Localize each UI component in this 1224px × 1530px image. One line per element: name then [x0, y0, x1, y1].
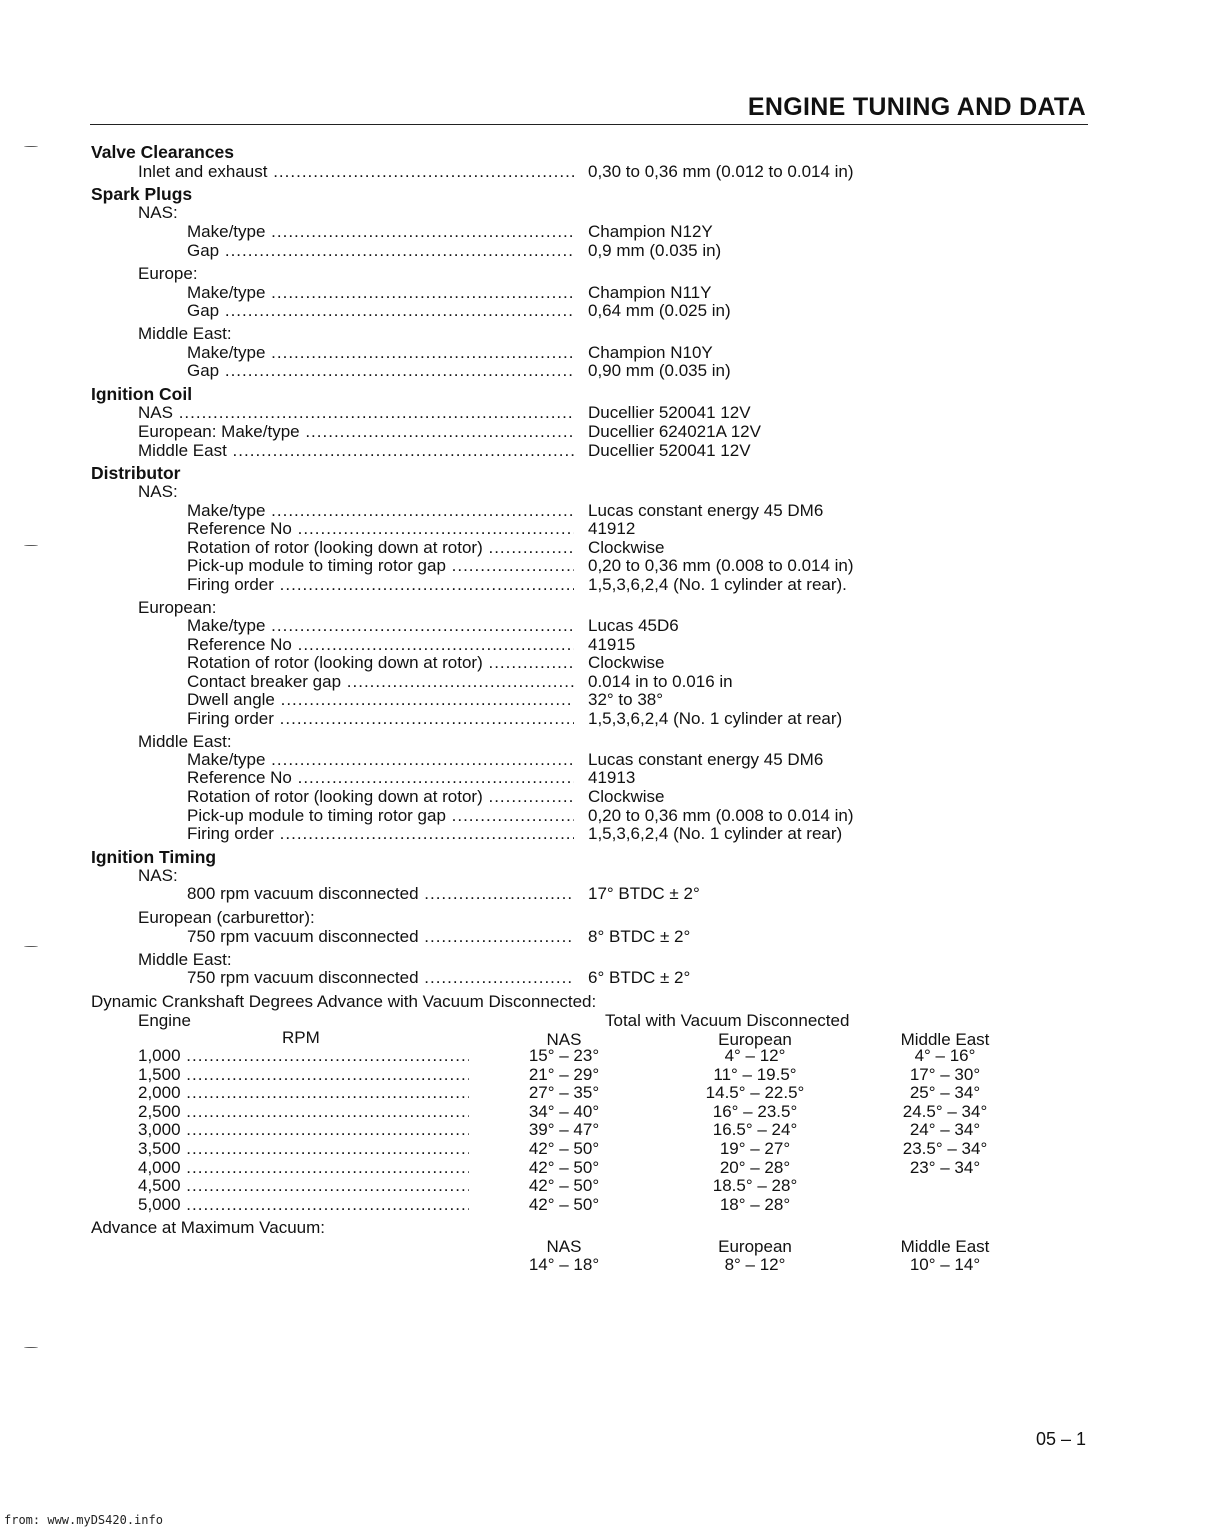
- european-cell: 4° – 12°: [724, 1046, 786, 1065]
- spec-label: Make/type .....: [187, 501, 574, 520]
- source-footer: from: www.myDS420.info: [4, 1513, 163, 1527]
- max-vacuum-value-nas: 14° – 18°: [528, 1255, 600, 1274]
- rpm-cell: 3,500 .....: [138, 1139, 469, 1158]
- spec-label: Middle East .....: [138, 441, 574, 460]
- spec-value: Clockwise: [588, 538, 665, 557]
- spec-value: Clockwise: [588, 787, 665, 806]
- spec-label: Contact breaker gap .....: [187, 672, 574, 691]
- spec-label: 750 rpm vacuum disconnected .....: [187, 968, 574, 987]
- advance-table-title: Dynamic Crankshaft Degrees Advance with Vacuum Disconnected:: [91, 992, 597, 1011]
- nas-cell: 42° – 50°: [528, 1158, 600, 1177]
- spec-value: 32° to 38°: [588, 690, 664, 709]
- spec-value: Clockwise: [588, 653, 665, 672]
- spec-value: Champion N10Y: [588, 343, 713, 362]
- spec-value: 0,20 to 0,36 mm (0.008 to 0.014 in): [588, 556, 854, 575]
- me-cell: 24.5° – 34°: [902, 1102, 988, 1121]
- spec-row-timing-nas: [0, 884, 1224, 903]
- subheading-european: European:: [138, 598, 217, 617]
- spec-label: Make/type .....: [187, 343, 574, 362]
- spec-value: 0.014 in to 0.016 in: [588, 672, 733, 691]
- me-cell: 17° – 30°: [909, 1065, 981, 1084]
- column-header-nas: NAS: [546, 1030, 582, 1049]
- advance-total-label: Total with Vacuum Disconnected: [605, 1011, 850, 1030]
- max-vacuum-header-middle-east: Middle East: [900, 1237, 990, 1256]
- spec-row-dwell-angle: [0, 690, 1224, 709]
- nas-cell: 21° – 29°: [528, 1065, 600, 1084]
- spec-row-make-type: [0, 343, 1224, 362]
- spec-row-reference: [0, 519, 1224, 538]
- margin-mark: [24, 1347, 38, 1348]
- nas-cell: 42° – 50°: [528, 1176, 600, 1195]
- spec-label: 800 rpm vacuum disconnected .....: [187, 884, 574, 903]
- spec-value: 0,20 to 0,36 mm (0.008 to 0.014 in): [588, 806, 854, 825]
- european-cell: 16.5° – 24°: [712, 1120, 798, 1139]
- spec-value: Ducellier 624021A 12V: [588, 422, 761, 441]
- column-header-european: European: [718, 1030, 792, 1049]
- spec-row-gap: [0, 301, 1224, 320]
- spec-value: 1,5,3,6,2,4 (No. 1 cylinder at rear).: [588, 575, 847, 594]
- advance-engine-label: Engine: [138, 1011, 191, 1030]
- max-vacuum-header-european: European: [718, 1237, 792, 1256]
- spec-label: Firing order .....: [187, 709, 574, 728]
- spec-value: Lucas constant energy 45 DM6: [588, 501, 824, 520]
- subheading-nas: NAS:: [138, 866, 178, 885]
- page-title: ENGINE TUNING AND DATA: [747, 93, 1086, 121]
- spec-label: Pick-up module to timing rotor gap .....: [187, 806, 574, 825]
- spec-label: Firing order .....: [187, 824, 574, 843]
- spec-row-reference: [0, 635, 1224, 654]
- spec-label: NAS .....: [138, 403, 574, 422]
- spec-value: 0,9 mm (0.035 in): [588, 241, 722, 260]
- subheading-nas: NAS:: [138, 482, 178, 501]
- spec-label: Dwell angle .....: [187, 690, 574, 709]
- european-cell: 18° – 28°: [719, 1195, 791, 1214]
- advance-rpm-label: RPM: [282, 1028, 320, 1047]
- subheading-nas: NAS:: [138, 203, 178, 222]
- spec-value: 1,5,3,6,2,4 (No. 1 cylinder at rear): [588, 709, 843, 728]
- spec-row-timing-middle-east: [0, 968, 1224, 987]
- spec-row-timing-european: [0, 927, 1224, 946]
- spec-label: Inlet and exhaust .....: [138, 162, 574, 181]
- spec-row-firing-order: [0, 709, 1224, 728]
- me-cell: 24° – 34°: [909, 1120, 981, 1139]
- section-heading-ignition-coil: Ignition Coil: [91, 384, 193, 404]
- spec-label: Gap .....: [187, 241, 574, 260]
- column-header-middle-east: Middle East: [900, 1030, 990, 1049]
- spec-label: Reference No .....: [187, 768, 574, 787]
- spec-row-make-type: [0, 616, 1224, 635]
- subheading-middle-east: Middle East:: [138, 950, 232, 969]
- rpm-cell: 2,000 .....: [138, 1083, 469, 1102]
- european-cell: 20° – 28°: [719, 1158, 791, 1177]
- european-cell: 11° – 19.5°: [713, 1065, 797, 1084]
- european-cell: 16° – 23.5°: [712, 1102, 798, 1121]
- margin-mark: [24, 946, 38, 947]
- max-vacuum-header-nas: NAS: [546, 1237, 582, 1256]
- section-heading-ignition-timing: Ignition Timing: [91, 847, 217, 867]
- spec-value: 1,5,3,6,2,4 (No. 1 cylinder at rear): [588, 824, 843, 843]
- section-heading-distributor: Distributor: [91, 463, 181, 483]
- spec-label: Make/type .....: [187, 750, 574, 769]
- max-vacuum-value-european: 8° – 12°: [724, 1255, 786, 1274]
- nas-cell: 39° – 47°: [528, 1120, 600, 1139]
- spec-row-rotation: [0, 538, 1224, 557]
- rpm-cell: 4,500 .....: [138, 1176, 469, 1195]
- european-cell: 18.5° – 28°: [712, 1176, 798, 1195]
- me-cell: 23° – 34°: [909, 1158, 981, 1177]
- me-cell: 23.5° – 34°: [902, 1139, 988, 1158]
- nas-cell: 42° – 50°: [528, 1139, 600, 1158]
- spec-row-pickup: [0, 556, 1224, 575]
- spec-label: Reference No .....: [187, 635, 574, 654]
- subheading-european: European (carburettor):: [138, 908, 315, 927]
- spec-value: 8° BTDC ± 2°: [588, 927, 691, 946]
- spec-value: 41913: [588, 768, 636, 787]
- nas-cell: 34° – 40°: [528, 1102, 600, 1121]
- spec-row-contact-breaker: [0, 672, 1224, 691]
- spec-value: 0,30 to 0,36 mm (0.012 to 0.014 in): [588, 162, 854, 181]
- spec-label: Make/type .....: [187, 616, 574, 635]
- spec-label: Make/type .....: [187, 283, 574, 302]
- spec-row-reference: [0, 768, 1224, 787]
- header-rule: [90, 124, 1088, 125]
- spec-row-rotation: [0, 653, 1224, 672]
- spec-value: Champion N12Y: [588, 222, 713, 241]
- european-cell: 19° – 27°: [719, 1139, 791, 1158]
- spec-row-make-type: [0, 750, 1224, 769]
- spec-value: 0,90 mm (0.035 in): [588, 361, 731, 380]
- spec-label: Rotation of rotor (looking down at rotor) .....: [187, 538, 574, 557]
- nas-cell: 42° – 50°: [528, 1195, 600, 1214]
- spec-row-firing-order: [0, 824, 1224, 843]
- nas-cell: 15° – 23°: [528, 1046, 600, 1065]
- spec-row-make-type: [0, 501, 1224, 520]
- rpm-cell: 1,500 .....: [138, 1065, 469, 1084]
- me-cell: 4° – 16°: [914, 1046, 976, 1065]
- max-vacuum-value-middle-east: 10° – 14°: [909, 1255, 981, 1274]
- spec-label: Rotation of rotor (looking down at rotor) .....: [187, 787, 574, 806]
- spec-row-nas: [0, 403, 1224, 422]
- spec-row-make-type: [0, 283, 1224, 302]
- max-vacuum-title: Advance at Maximum Vacuum:: [91, 1218, 325, 1237]
- spec-row-firing-order: [0, 575, 1224, 594]
- spec-label: Rotation of rotor (looking down at rotor) .....: [187, 653, 574, 672]
- spec-row-european: [0, 422, 1224, 441]
- spec-value: Lucas constant energy 45 DM6: [588, 750, 824, 769]
- rpm-cell: 1,000 .....: [138, 1046, 469, 1065]
- subheading-middle-east: Middle East:: [138, 732, 232, 751]
- spec-label: 750 rpm vacuum disconnected .....: [187, 927, 574, 946]
- spec-value: 41915: [588, 635, 636, 654]
- nas-cell: 27° – 35°: [528, 1083, 600, 1102]
- spec-row-inlet-exhaust: [0, 162, 1224, 181]
- rpm-cell: 4,000 .....: [138, 1158, 469, 1177]
- spec-label: Reference No .....: [187, 519, 574, 538]
- spec-row-gap: [0, 241, 1224, 260]
- spec-row-rotation: [0, 787, 1224, 806]
- me-cell: 25° – 34°: [909, 1083, 981, 1102]
- spec-value: Lucas 45D6: [588, 616, 679, 635]
- spec-row-middle-east: [0, 441, 1224, 460]
- spec-label: Pick-up module to timing rotor gap .....: [187, 556, 574, 575]
- spec-value: Ducellier 520041 12V: [588, 441, 751, 460]
- spec-row-pickup: [0, 806, 1224, 825]
- spec-label: Make/type .....: [187, 222, 574, 241]
- spec-value: 17° BTDC ± 2°: [588, 884, 700, 903]
- subheading-europe: Europe:: [138, 264, 198, 283]
- rpm-cell: 5,000 .....: [138, 1195, 469, 1214]
- section-heading-spark-plugs: Spark Plugs: [91, 184, 193, 204]
- spec-row-gap: [0, 361, 1224, 380]
- spec-value: Champion N11Y: [588, 283, 712, 302]
- spec-label: European: Make/type .....: [138, 422, 574, 441]
- subheading-middle-east: Middle East:: [138, 324, 232, 343]
- european-cell: 14.5° – 22.5°: [705, 1083, 805, 1102]
- rpm-cell: 3,000 .....: [138, 1120, 469, 1139]
- spec-label: Firing order .....: [187, 575, 574, 594]
- spec-value: Ducellier 520041 12V: [588, 403, 751, 422]
- spec-label: Gap .....: [187, 361, 574, 380]
- spec-label: Gap .....: [187, 301, 574, 320]
- margin-mark: [24, 146, 38, 147]
- spec-value: 41912: [588, 519, 636, 538]
- section-heading-valve-clearances: Valve Clearances: [91, 142, 235, 162]
- spec-value: 0,64 mm (0.025 in): [588, 301, 731, 320]
- spec-value: 6° BTDC ± 2°: [588, 968, 691, 987]
- rpm-cell: 2,500 .....: [138, 1102, 469, 1121]
- spec-row-make-type: [0, 222, 1224, 241]
- page-number: 05 – 1: [1036, 1429, 1087, 1449]
